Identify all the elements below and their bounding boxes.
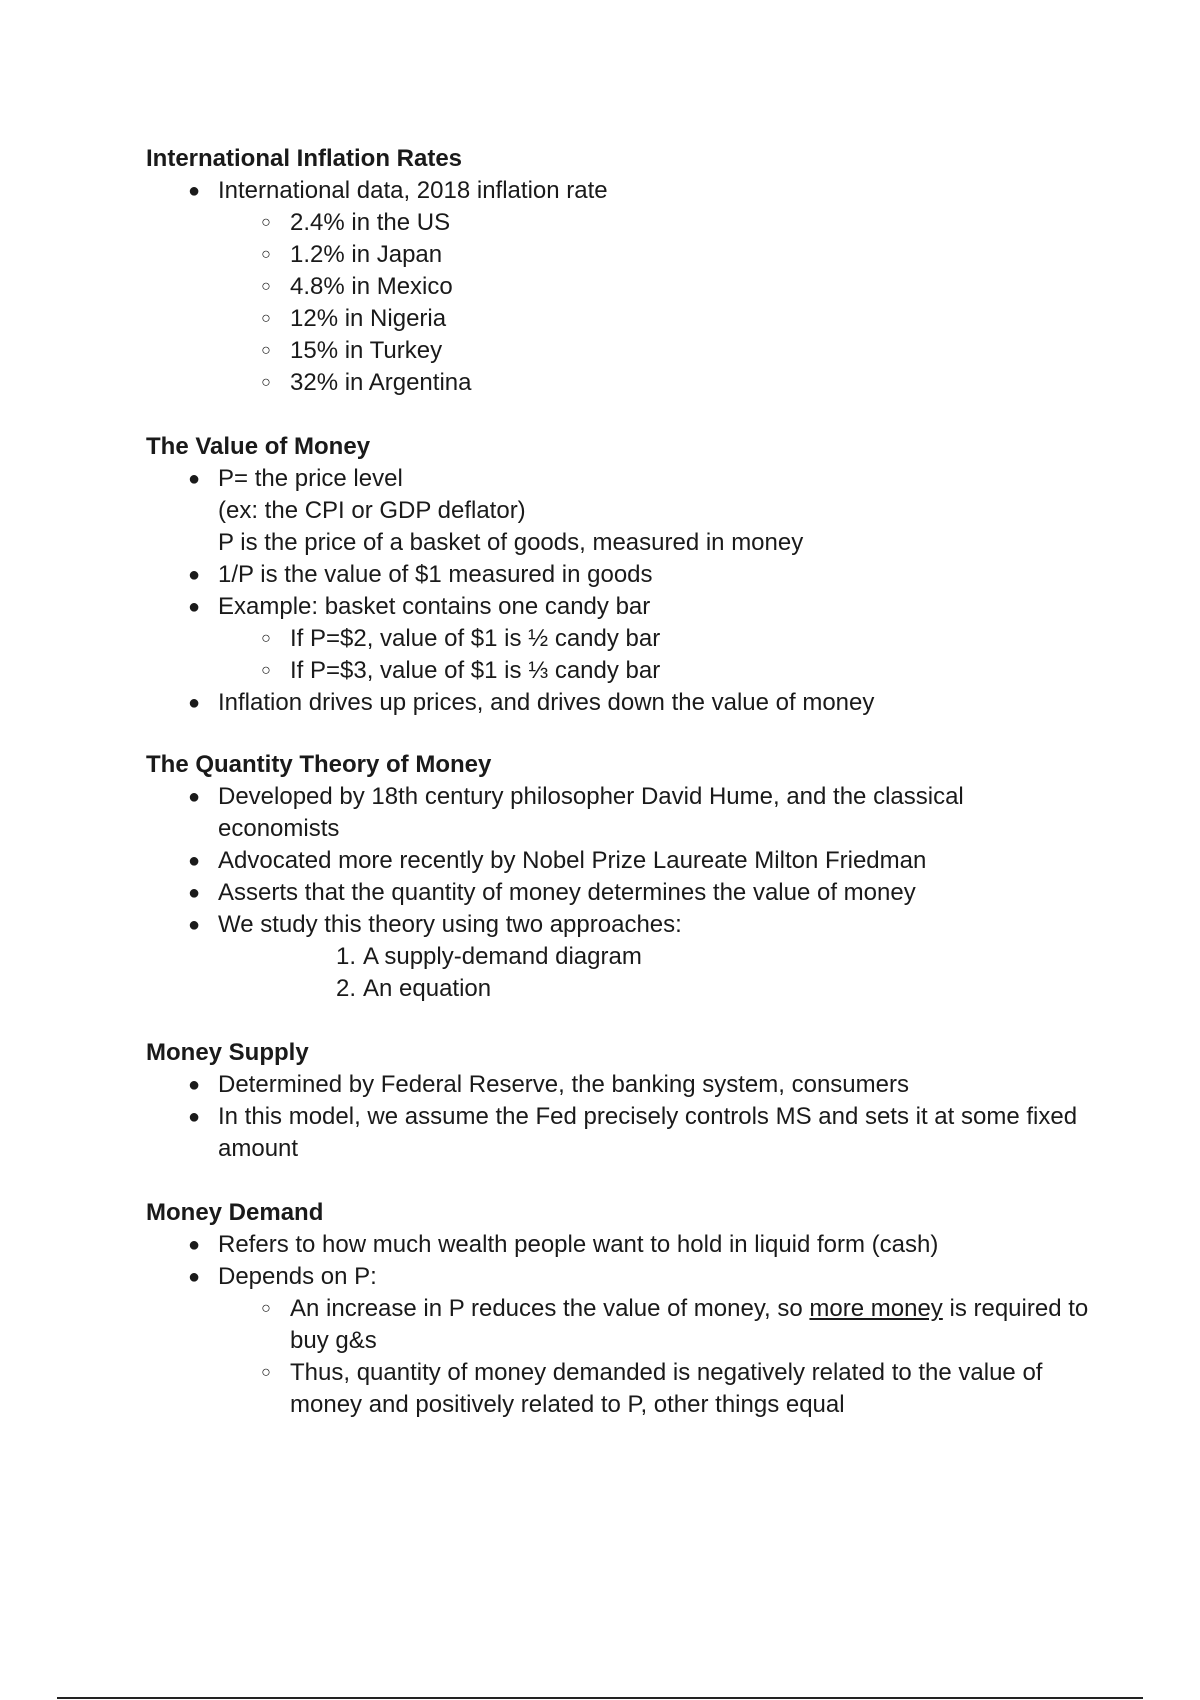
bullet-icon: ● [187, 1266, 201, 1288]
document-page [146, 143, 1106, 1421]
page-bottom-rule [57, 1697, 1143, 1699]
section-international-inflation [146, 143, 1106, 399]
numbered-item-text: A supply-demand diagram [363, 943, 642, 970]
list-item-text: 1/P is the value of $1 measured in goods [218, 561, 653, 588]
list-item [146, 559, 1106, 591]
circle-bullet-icon: ○ [261, 310, 271, 327]
circle-bullet-icon: ○ [261, 630, 271, 647]
sub-list-item [146, 1357, 1090, 1421]
sub-list-item-text: Thus, quantity of money demanded is negatively related to the value of money and positively related to P, other things equal [290, 1359, 1043, 1418]
bullet-icon: ● [187, 468, 201, 490]
bullet-icon: ● [187, 596, 201, 618]
bullet-icon: ● [187, 692, 201, 714]
sub-list-item-text: If P=$3, value of $1 is ⅓ candy bar [290, 657, 661, 684]
sub-list-item [146, 655, 1106, 687]
list-item [146, 1069, 1106, 1101]
list-item [146, 1229, 1106, 1261]
spacer [146, 1165, 1106, 1197]
section-value-of-money [146, 431, 1106, 719]
bullet-icon: ● [187, 850, 201, 872]
item-number: 1. [335, 943, 356, 970]
list-item [146, 877, 1106, 909]
circle-bullet-icon: ○ [261, 1364, 271, 1381]
bullet-icon: ● [187, 180, 201, 202]
sub-list-item [146, 335, 1106, 367]
circle-bullet-icon: ○ [261, 342, 271, 359]
sub-list-item-text: If P=$2, value of $1 is ½ candy bar [290, 625, 661, 652]
sub-list-item [146, 1293, 1090, 1357]
bullet-icon: ● [187, 1234, 201, 1256]
spacer [146, 719, 1106, 749]
list-item-text: Asserts that the quantity of money determines the value of money [218, 879, 916, 906]
list-item [146, 591, 1106, 623]
bullet-icon: ● [187, 564, 201, 586]
sub-list-item [146, 207, 1106, 239]
numbered-item-text: An equation [363, 975, 492, 1002]
list-item-line: P= the price level [218, 465, 403, 492]
list-item [146, 463, 1106, 559]
list-item [146, 1101, 1118, 1165]
underlined-text: more money [809, 1295, 943, 1322]
sub-list-item-text: 4.8% in Mexico [290, 273, 453, 300]
sub-list-item-text-end: is required to buy g&s [290, 1295, 1089, 1354]
list-item-text: Inflation drives up prices, and drives down the value of money [218, 689, 875, 716]
sub-list-item [146, 239, 1106, 271]
list-item-text: Refers to how much wealth people want to hold in liquid form (cash) [218, 1231, 939, 1258]
list-item-line: (ex: the CPI or GDP deflator) [218, 497, 526, 524]
list-item-text: Determined by Federal Reserve, the banking system, consumers [218, 1071, 909, 1098]
sub-list-item-text-start: An increase in P reduces the value of money, so [290, 1295, 810, 1322]
list-item [146, 781, 1058, 845]
sub-list-item [146, 303, 1106, 335]
list-item-text: Advocated more recently by Nobel Prize Laureate Milton Friedman [218, 847, 927, 874]
section-quantity-theory [146, 749, 1106, 1005]
sub-list-item-text: 15% in Turkey [290, 337, 443, 364]
circle-bullet-icon: ○ [261, 662, 271, 679]
spacer [146, 1005, 1106, 1037]
circle-bullet-icon: ○ [261, 246, 271, 263]
section-heading: Money Demand [146, 1199, 324, 1226]
bullet-icon: ● [187, 914, 201, 936]
list-item-text: In this model, we assume the Fed precisely controls MS and sets it at some fixed amount [218, 1103, 1078, 1162]
bullet-icon: ● [187, 1074, 201, 1096]
section-heading: The Quantity Theory of Money [146, 751, 492, 778]
section-heading: Money Supply [146, 1039, 309, 1066]
list-item [146, 845, 1106, 877]
list-item-line: P is the price of a basket of goods, measured in money [218, 529, 804, 556]
list-item-text: Example: basket contains one candy bar [218, 593, 651, 620]
section-heading: International Inflation Rates [146, 145, 463, 172]
list-item-text: International data, 2018 inflation rate [218, 177, 608, 204]
sub-list-item-text: 32% in Argentina [290, 369, 472, 396]
list-item [146, 1261, 1106, 1293]
section-money-supply [146, 1037, 1106, 1165]
section-money-demand [146, 1197, 1106, 1421]
sub-list-item [146, 623, 1106, 655]
numbered-item [146, 941, 1106, 973]
bullet-icon: ● [187, 882, 201, 904]
bullet-icon: ● [187, 786, 201, 808]
list-item [146, 909, 1106, 941]
spacer [146, 399, 1106, 431]
numbered-item [146, 973, 1106, 1005]
item-number: 2. [335, 975, 356, 1002]
circle-bullet-icon: ○ [261, 374, 271, 391]
sub-list-item-text: 2.4% in the US [290, 209, 451, 236]
list-item [146, 687, 1106, 719]
sub-list-item [146, 271, 1106, 303]
sub-list-item-text: 1.2% in Japan [290, 241, 443, 268]
list-item-text: Developed by 18th century philosopher David Hume, and the classical economists [218, 783, 964, 842]
list-item [146, 175, 1106, 207]
sub-list-item [146, 367, 1106, 399]
circle-bullet-icon: ○ [261, 214, 271, 231]
sub-list-item-text: 12% in Nigeria [290, 305, 447, 332]
bullet-icon: ● [187, 1106, 201, 1128]
list-item-text: We study this theory using two approaches: [218, 911, 682, 938]
circle-bullet-icon: ○ [261, 1300, 271, 1317]
section-heading: The Value of Money [146, 433, 371, 460]
circle-bullet-icon: ○ [261, 278, 271, 295]
list-item-text: Depends on P: [218, 1263, 377, 1290]
